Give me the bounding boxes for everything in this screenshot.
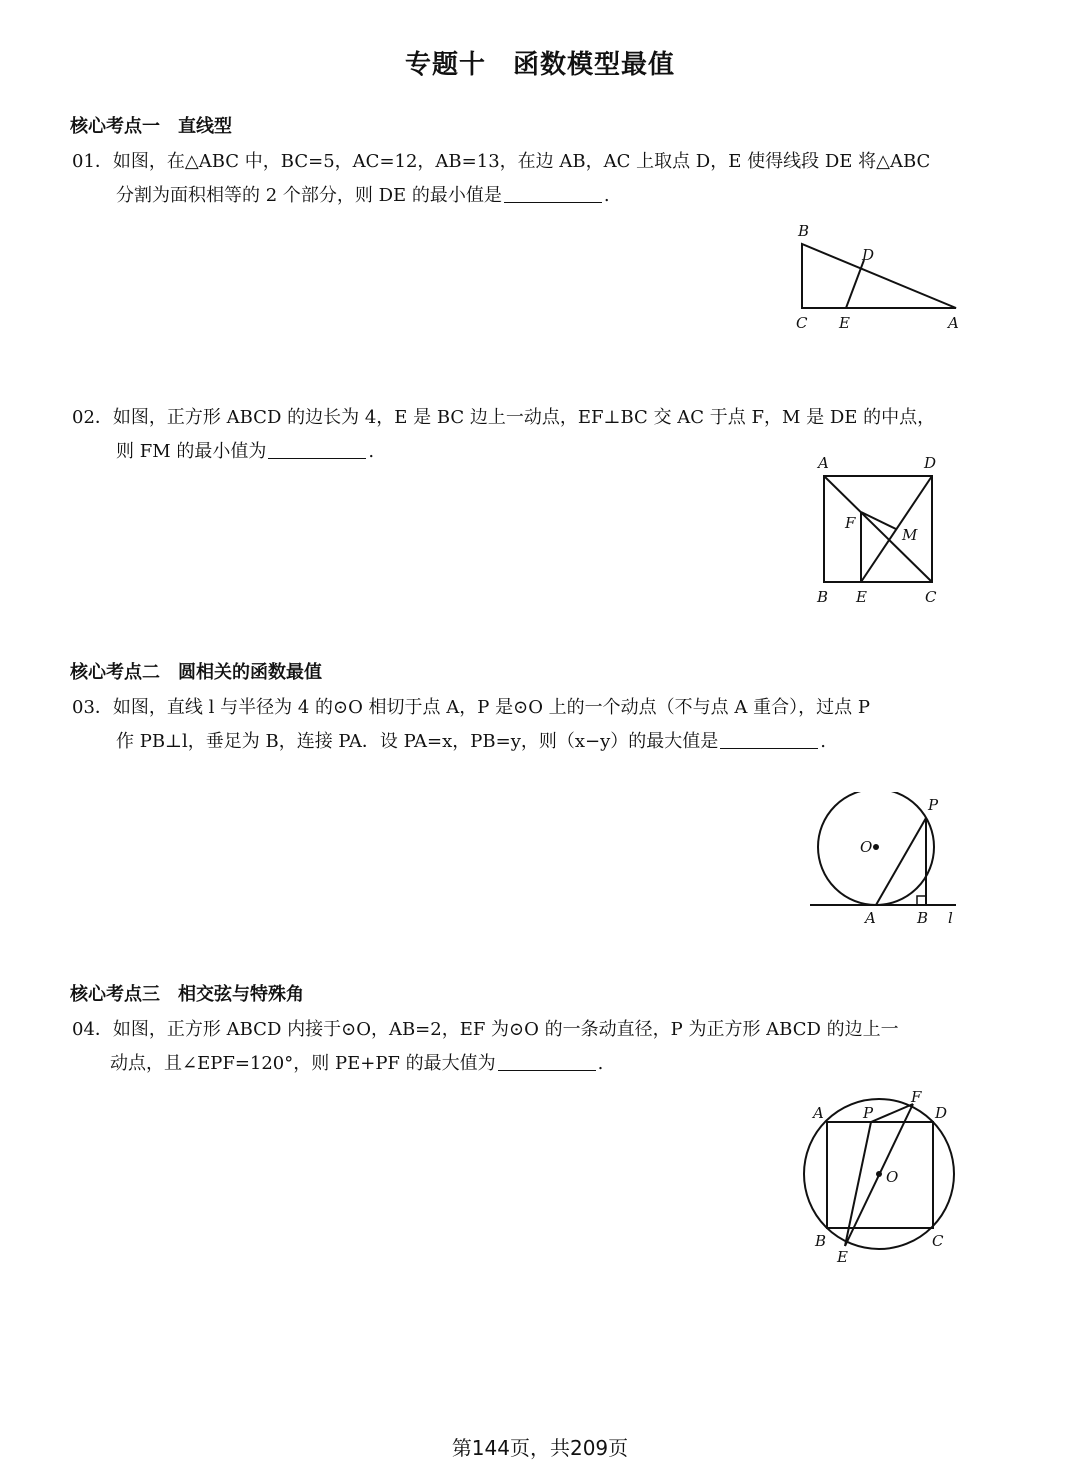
figure-4-inscribed-square [795,1088,975,1268]
label-d: D [935,1104,948,1122]
question-2-end: . [368,441,375,462]
label-b: B [917,909,929,927]
answer-blank-1 [504,184,602,203]
question-1-line-2 [116,179,610,213]
answer-blank-3 [720,730,818,749]
label-a: A [948,314,959,332]
label-e: E [839,314,850,332]
question-2-line-1: 02．如图，正方形 ABCD 的边长为 4，E 是 BC 边上一动点，EF⊥BC 交 AC 于点 F，M 是 DE 的中点， [72,407,936,428]
center-dot-o [876,1171,882,1177]
label-d: D [862,246,875,264]
question-1-end: . [603,185,610,206]
section-heading-3: 核心考点三 相交弦与特殊角 [70,984,304,1005]
label-e: E [856,588,867,606]
question-3-line-1: 03．如图，直线 l 与半径为 4 的⊙O 相切于点 A，P 是⊙O 上的一个动点（不与点 A 重合），过点 P [72,697,870,718]
label-l: l [948,909,953,927]
figure-1-triangle [780,218,980,338]
segment-fm [861,512,896,529]
figure-2-square [805,450,955,610]
label-c: C [796,314,808,332]
question-2-line-2 [116,435,374,469]
label-f: F [911,1088,922,1106]
section-heading-1: 核心考点一 直线型 [70,116,232,137]
question-4-text: 动点，且∠EPF=120°，则 PE+PF 的最大值为 [110,1053,496,1074]
center-dot-o [873,844,879,850]
question-3-line-2 [116,725,826,759]
question-4-line-1: 04．如图，正方形 ABCD 内接于⊙O，AB=2，EF 为⊙O 的一条动直径，P 为正方形 ABCD 的边上一 [72,1019,899,1040]
triangle-abc [802,244,956,308]
segment-de [861,476,932,582]
section-heading-2: 核心考点二 圆相关的函数最值 [70,662,322,683]
label-d: D [924,454,937,472]
question-1-line-1: 01．如图，在△ABC 中，BC=5，AC=12，AB=13，在边 AB，AC 上取点 D，E 使得线段 DE 将△ABC [72,151,931,172]
label-a: A [818,454,829,472]
label-c: C [932,1232,944,1250]
label-o: O [886,1168,899,1186]
question-4-line-2 [110,1047,603,1081]
label-o: O [860,838,873,856]
page-title: 专题十 函数模型最值 [404,50,675,80]
label-f: F [845,514,856,532]
question-3-text: 作 PB⊥l，垂足为 B，连接 PA．设 PA=x，PB=y，则（x−y）的最大值是 [116,731,719,752]
label-p: P [928,796,939,814]
label-a: A [865,909,876,927]
label-b: B [817,588,829,606]
label-c: C [925,588,937,606]
question-3-end: . [820,731,827,752]
page-number-footer: 第144页，共209页 [451,1436,629,1460]
question-2-text: 则 FM 的最小值为 [116,441,267,462]
figure-3-circle-tangent [800,792,970,932]
segment-pa [876,818,926,905]
label-b: B [815,1232,827,1250]
label-p: P [863,1104,874,1122]
question-4-end: . [597,1053,604,1074]
label-m: M [902,526,918,544]
answer-blank-4 [498,1052,596,1071]
answer-blank-2 [268,440,366,459]
label-e: E [837,1248,848,1266]
label-b: B [798,222,810,240]
segment-de [846,260,864,308]
right-angle-mark [917,896,926,905]
question-1-text: 分割为面积相等的 2 个部分，则 DE 的最小值是 [116,185,502,206]
label-a: A [813,1104,824,1122]
